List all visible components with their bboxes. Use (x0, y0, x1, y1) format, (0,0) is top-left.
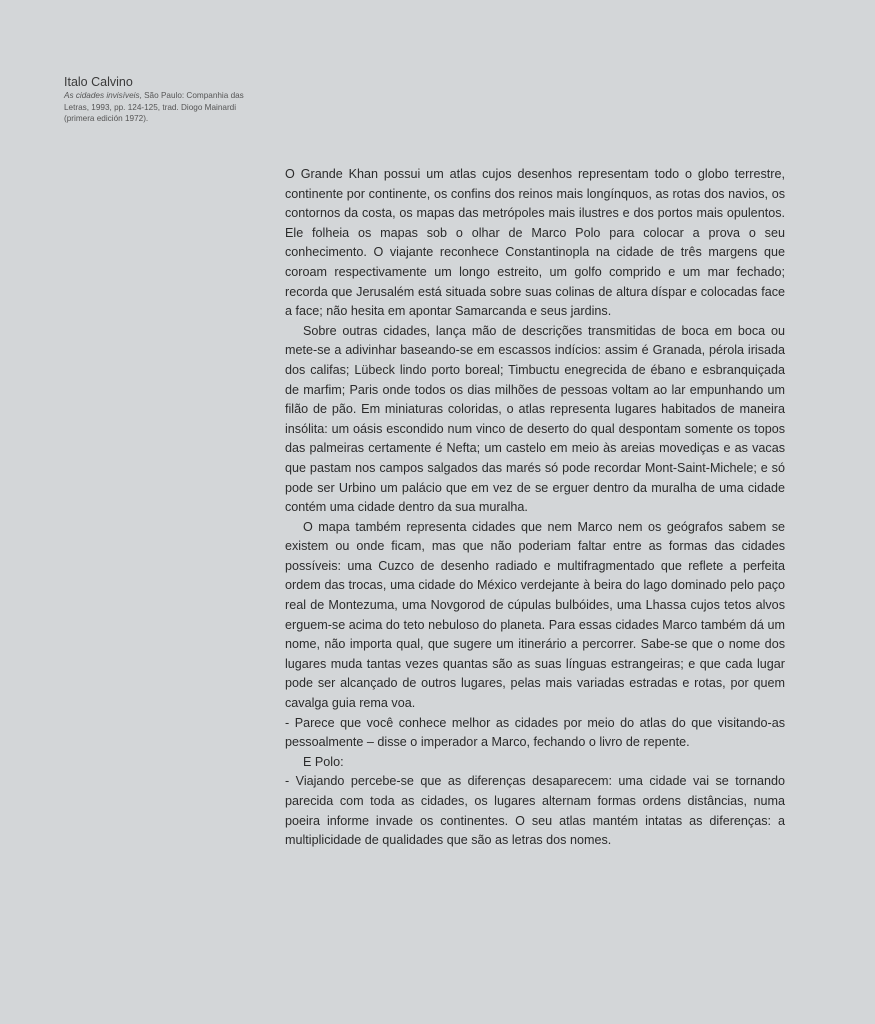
paragraph: O Grande Khan possui um atlas cujos desenhos representam todo o globo terrestre, continente por continente, os confins dos reinos mais longínquos, as rotas dos navios, os contornos da costa, os mapas das metrópoles mais ilustres e dos portos mais opulentos. Ele folheia os mapas sob o olhar de Marco Polo para colocar a prova o seu conhecimento. O viajante reconhece Constantinopla na cidade de três margens que coroam respectivamente um longo estreito, um golfo comprido e um mar fechado; recorda que Jerusalém está situada sobre suas colinas de altura díspar e colocadas face a face; não hesita em apontar Samarcanda e seus jardins. (285, 167, 785, 319)
author-name: Italo Calvino (64, 75, 133, 89)
publication-details: , São Paulo: Companhia das Letras, 1993, pp. 124-125, trad. Diogo Mainardi (primera edición 1972). (64, 91, 244, 123)
paragraph: O mapa também representa cidades que nem Marco nem os geógrafos sabem se existem ou onde ficam, mas que não poderiam faltar entre as formas das cidades possíveis: uma Cuzco de desenho radiado e multifragmentado que reflete a perfeita ordem das trocas, uma cidade do México verdejante à beira do lago dominado pelo paço real de Montezuma, uma Novgorod de cúpulas bulbóides, uma Lhassa cujos tetos alvos erguem-se acima do teto nebuloso do planeta. Para essas cidades Marco também dá um nome, não importa qual, que sugere um itinerário a percorrer. Sabe-se que o nome dos lugares muda tantas vezes quantas são as suas línguas estrangeiras; e que cada lugar pode ser alcançado de outros lugares, pelas mais variadas estradas e rotas, por quem cavalga guia rema voa. (285, 519, 785, 711)
dialogue-line: E Polo: (303, 754, 344, 769)
dialogue-line: - Parece que você conhece melhor as cidades por meio do atlas do que visitando-as pessoalmente – disse o imperador a Marco, fechando o livro de repente. (285, 715, 785, 750)
dialogue-line: - Viajando percebe-se que as diferenças desaparecem: uma cidade vai se tornando parecida com toda as cidades, os lugares alternam formas ordens distâncias, numa poeira informe invade os continentes. O seu atlas mantém intatas as diferenças: a multiplicidade de qualidades que são as letras dos nomes. (285, 774, 785, 848)
citation-block (64, 74, 264, 125)
bibliographic-reference (64, 90, 264, 125)
body-text (285, 165, 785, 851)
paragraph: Sobre outras cidades, lança mão de descrições transmitidas de boca em boca ou mete-se a adivinhar baseando-se em escassos indícios: assim é Granada, pérola irisada dos califas; Lübeck lindo porto boreal; Timbuctu enegrecida de ébano e esbranquiçada de marfim; Paris onde todos os dias milhões de pessoas voltam ao lar empunhando um filão de pão. Em miniaturas coloridas, o atlas representa lugares habitados de maneira insólita: um oásis escondido num vinco de deserto do qual despontam somente os topos das palmeiras certamente é Nefta; um castelo em meio às areias movediças e as vacas que pastam nos campos salgados das marés só pode recordar Mont-Saint-Michele; e só pode ser Urbino um palácio que em vez de se erguer dentro da muralha de uma cidade contém uma cidade dentro da sua muralha. (285, 323, 785, 515)
book-title: As cidades invisíveis (64, 91, 140, 100)
